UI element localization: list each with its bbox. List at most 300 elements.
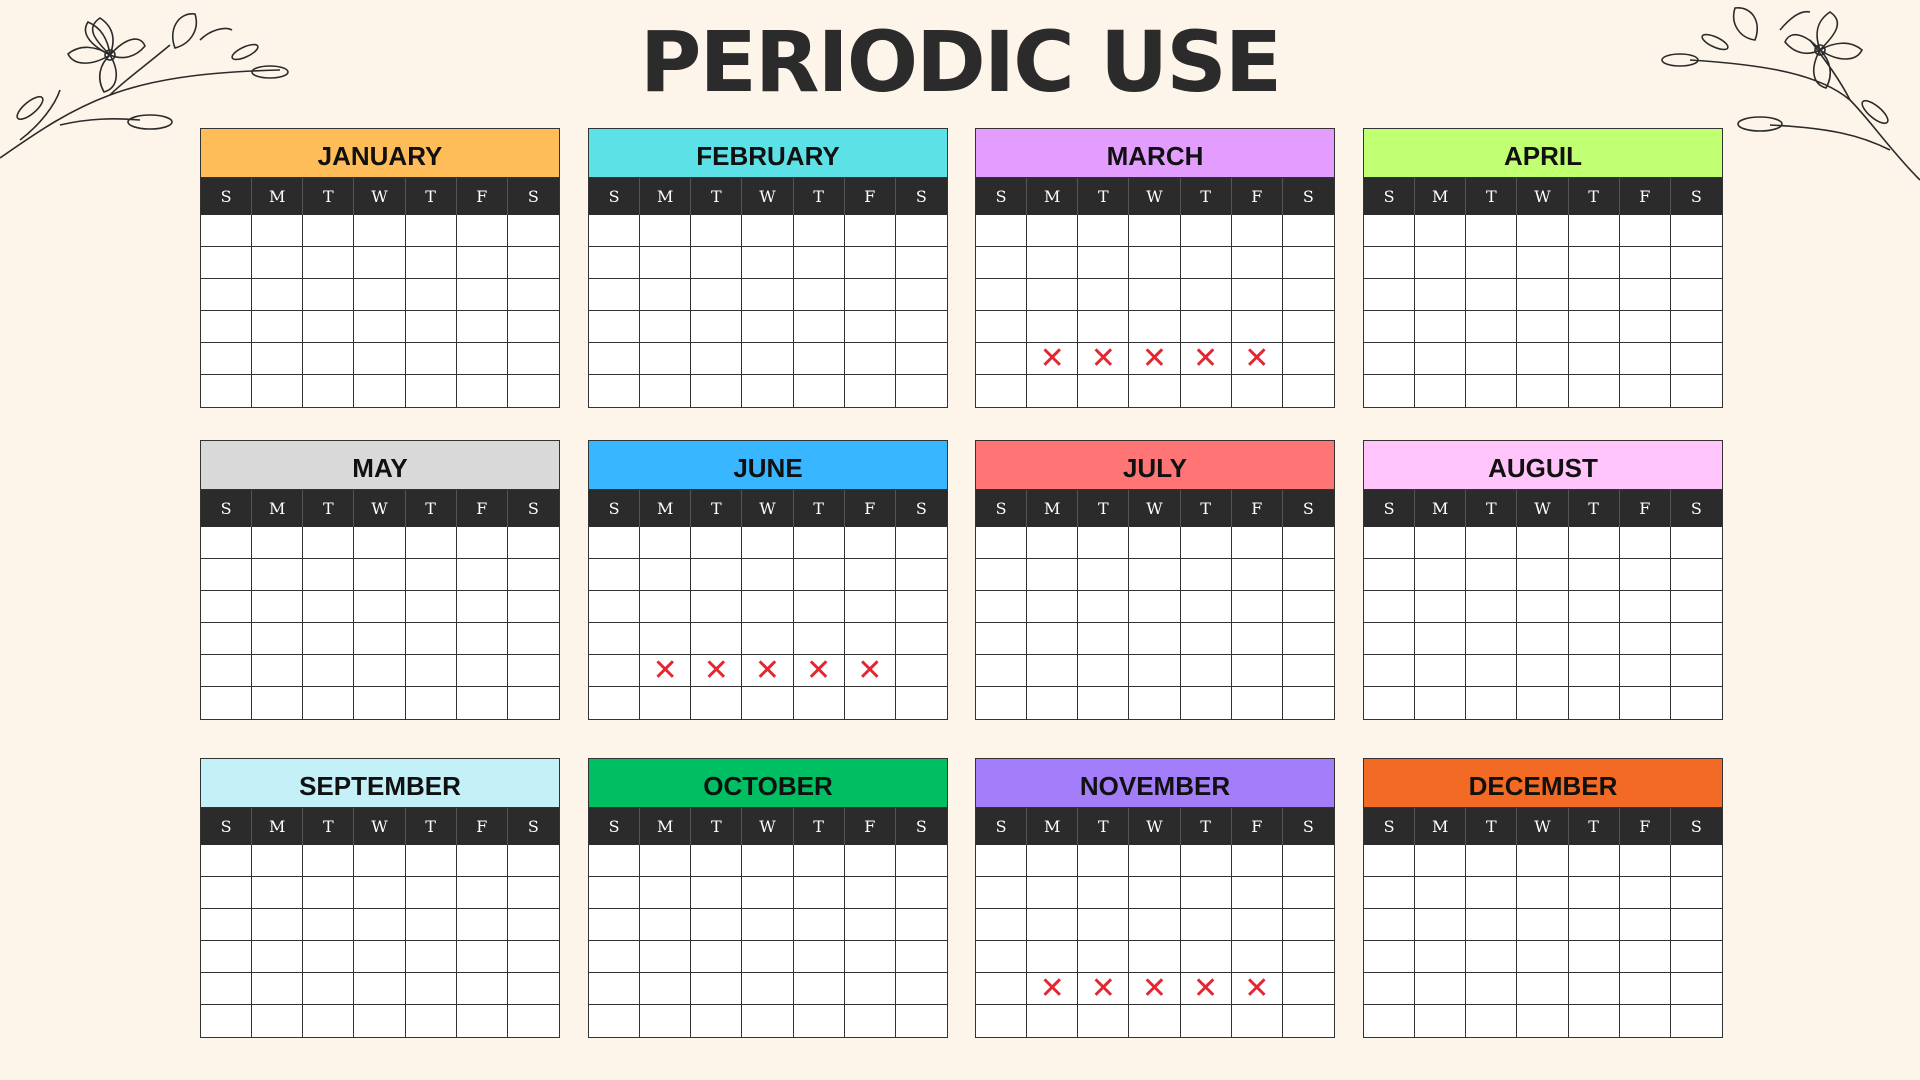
day-cell[interactable] — [1517, 655, 1568, 687]
day-cell[interactable] — [252, 909, 303, 941]
day-cell[interactable] — [589, 687, 640, 719]
day-cell[interactable] — [1415, 279, 1466, 311]
day-cell[interactable] — [1415, 877, 1466, 909]
day-cell[interactable] — [406, 877, 457, 909]
day-cell[interactable] — [640, 652, 691, 688]
day-cell[interactable] — [1364, 941, 1415, 973]
day-cell[interactable] — [691, 215, 742, 247]
day-cell[interactable] — [896, 941, 947, 973]
day-cell[interactable] — [303, 559, 354, 591]
day-cell[interactable] — [640, 215, 691, 247]
day-cell[interactable] — [896, 909, 947, 941]
day-cell[interactable] — [640, 311, 691, 343]
day-cell[interactable] — [1232, 687, 1283, 719]
day-cell[interactable] — [1364, 687, 1415, 719]
day-cell[interactable] — [1415, 375, 1466, 407]
day-cell[interactable] — [1078, 687, 1129, 719]
day-cell[interactable] — [1283, 941, 1334, 973]
day-cell[interactable] — [896, 687, 947, 719]
day-cell[interactable] — [1283, 215, 1334, 247]
day-cell[interactable] — [896, 343, 947, 375]
day-cell[interactable] — [1364, 877, 1415, 909]
day-cell[interactable] — [1415, 941, 1466, 973]
day-cell[interactable] — [1078, 941, 1129, 973]
day-cell[interactable] — [303, 343, 354, 375]
day-cell[interactable] — [1027, 559, 1078, 591]
day-cell[interactable] — [1027, 215, 1078, 247]
day-cell[interactable] — [1671, 215, 1722, 247]
day-cell[interactable] — [1671, 1005, 1722, 1037]
day-cell[interactable] — [1569, 527, 1620, 559]
day-cell[interactable] — [794, 623, 845, 655]
day-cell[interactable] — [1466, 279, 1517, 311]
day-cell[interactable] — [1078, 909, 1129, 941]
day-cell[interactable] — [1129, 877, 1180, 909]
day-cell[interactable] — [1466, 941, 1517, 973]
day-cell[interactable] — [201, 311, 252, 343]
day-cell[interactable] — [508, 687, 559, 719]
day-cell[interactable] — [1232, 279, 1283, 311]
day-cell[interactable] — [252, 343, 303, 375]
day-cell[interactable] — [1232, 559, 1283, 591]
day-cell[interactable] — [1232, 375, 1283, 407]
day-cell[interactable] — [976, 247, 1027, 279]
day-cell[interactable] — [1415, 215, 1466, 247]
day-cell[interactable] — [1671, 527, 1722, 559]
day-cell[interactable] — [1671, 279, 1722, 311]
day-cell[interactable] — [1466, 559, 1517, 591]
day-cell[interactable] — [1466, 527, 1517, 559]
day-cell[interactable] — [1415, 559, 1466, 591]
day-cell[interactable] — [1181, 340, 1232, 376]
day-cell[interactable] — [845, 375, 896, 407]
day-cell[interactable] — [742, 215, 793, 247]
day-cell[interactable] — [845, 941, 896, 973]
day-cell[interactable] — [1620, 343, 1671, 375]
day-cell[interactable] — [1283, 687, 1334, 719]
day-cell[interactable] — [1517, 973, 1568, 1005]
day-cell[interactable] — [1027, 591, 1078, 623]
day-cell[interactable] — [1181, 375, 1232, 407]
day-cell[interactable] — [406, 623, 457, 655]
day-cell[interactable] — [794, 247, 845, 279]
day-cell[interactable] — [896, 1005, 947, 1037]
day-cell[interactable] — [1078, 877, 1129, 909]
day-cell[interactable] — [794, 973, 845, 1005]
day-cell[interactable] — [691, 973, 742, 1005]
day-cell[interactable] — [1466, 909, 1517, 941]
day-cell[interactable] — [1620, 655, 1671, 687]
day-cell[interactable] — [691, 559, 742, 591]
day-cell[interactable] — [691, 279, 742, 311]
day-cell[interactable] — [1283, 279, 1334, 311]
day-cell[interactable] — [845, 559, 896, 591]
day-cell[interactable] — [1232, 845, 1283, 877]
day-cell[interactable] — [354, 877, 405, 909]
day-cell[interactable] — [845, 687, 896, 719]
day-cell[interactable] — [1181, 1005, 1232, 1037]
day-cell[interactable] — [1232, 909, 1283, 941]
day-cell[interactable] — [1466, 973, 1517, 1005]
day-cell[interactable] — [794, 311, 845, 343]
day-cell[interactable] — [252, 1005, 303, 1037]
day-cell[interactable] — [508, 877, 559, 909]
day-cell[interactable] — [1569, 311, 1620, 343]
day-cell[interactable] — [976, 343, 1027, 375]
day-cell[interactable] — [742, 311, 793, 343]
day-cell[interactable] — [1569, 687, 1620, 719]
day-cell[interactable] — [303, 909, 354, 941]
day-cell[interactable] — [1620, 877, 1671, 909]
day-cell[interactable] — [354, 311, 405, 343]
day-cell[interactable] — [1078, 311, 1129, 343]
day-cell[interactable] — [457, 687, 508, 719]
day-cell[interactable] — [845, 652, 896, 688]
day-cell[interactable] — [742, 279, 793, 311]
day-cell[interactable] — [1078, 591, 1129, 623]
day-cell[interactable] — [1364, 1005, 1415, 1037]
day-cell[interactable] — [1027, 909, 1078, 941]
day-cell[interactable] — [1027, 877, 1078, 909]
day-cell[interactable] — [1232, 623, 1283, 655]
day-cell[interactable] — [1620, 279, 1671, 311]
day-cell[interactable] — [201, 845, 252, 877]
day-cell[interactable] — [896, 279, 947, 311]
day-cell[interactable] — [1181, 877, 1232, 909]
day-cell[interactable] — [1283, 375, 1334, 407]
day-cell[interactable] — [1466, 247, 1517, 279]
day-cell[interactable] — [1364, 559, 1415, 591]
day-cell[interactable] — [1078, 845, 1129, 877]
day-cell[interactable] — [1078, 340, 1129, 376]
day-cell[interactable] — [1129, 311, 1180, 343]
day-cell[interactable] — [640, 687, 691, 719]
day-cell[interactable] — [589, 623, 640, 655]
day-cell[interactable] — [1415, 973, 1466, 1005]
day-cell[interactable] — [1415, 1005, 1466, 1037]
day-cell[interactable] — [640, 375, 691, 407]
day-cell[interactable] — [1129, 941, 1180, 973]
day-cell[interactable] — [1671, 941, 1722, 973]
day-cell[interactable] — [640, 845, 691, 877]
day-cell[interactable] — [1364, 623, 1415, 655]
day-cell[interactable] — [1466, 311, 1517, 343]
day-cell[interactable] — [1569, 845, 1620, 877]
day-cell[interactable] — [742, 375, 793, 407]
day-cell[interactable] — [794, 279, 845, 311]
day-cell[interactable] — [691, 623, 742, 655]
day-cell[interactable] — [457, 279, 508, 311]
day-cell[interactable] — [640, 559, 691, 591]
day-cell[interactable] — [252, 877, 303, 909]
day-cell[interactable] — [1466, 845, 1517, 877]
day-cell[interactable] — [589, 375, 640, 407]
day-cell[interactable] — [457, 941, 508, 973]
day-cell[interactable] — [354, 909, 405, 941]
day-cell[interactable] — [1129, 559, 1180, 591]
day-cell[interactable] — [589, 343, 640, 375]
day-cell[interactable] — [1364, 527, 1415, 559]
day-cell[interactable] — [1129, 215, 1180, 247]
day-cell[interactable] — [1078, 279, 1129, 311]
day-cell[interactable] — [303, 845, 354, 877]
day-cell[interactable] — [1415, 591, 1466, 623]
day-cell[interactable] — [742, 687, 793, 719]
day-cell[interactable] — [896, 877, 947, 909]
day-cell[interactable] — [1517, 623, 1568, 655]
day-cell[interactable] — [1671, 655, 1722, 687]
day-cell[interactable] — [1517, 845, 1568, 877]
day-cell[interactable] — [508, 1005, 559, 1037]
day-cell[interactable] — [1671, 559, 1722, 591]
day-cell[interactable] — [303, 687, 354, 719]
day-cell[interactable] — [1517, 527, 1568, 559]
day-cell[interactable] — [406, 215, 457, 247]
day-cell[interactable] — [508, 941, 559, 973]
day-cell[interactable] — [303, 215, 354, 247]
day-cell[interactable] — [303, 527, 354, 559]
day-cell[interactable] — [1517, 279, 1568, 311]
day-cell[interactable] — [354, 941, 405, 973]
day-cell[interactable] — [845, 279, 896, 311]
day-cell[interactable] — [976, 845, 1027, 877]
day-cell[interactable] — [1620, 559, 1671, 591]
day-cell[interactable] — [354, 559, 405, 591]
day-cell[interactable] — [794, 652, 845, 688]
day-cell[interactable] — [1671, 591, 1722, 623]
day-cell[interactable] — [508, 247, 559, 279]
day-cell[interactable] — [201, 591, 252, 623]
day-cell[interactable] — [252, 527, 303, 559]
day-cell[interactable] — [1232, 527, 1283, 559]
day-cell[interactable] — [1569, 343, 1620, 375]
day-cell[interactable] — [976, 375, 1027, 407]
day-cell[interactable] — [1181, 970, 1232, 1006]
day-cell[interactable] — [406, 375, 457, 407]
day-cell[interactable] — [589, 655, 640, 687]
day-cell[interactable] — [1671, 909, 1722, 941]
day-cell[interactable] — [691, 1005, 742, 1037]
day-cell[interactable] — [1466, 877, 1517, 909]
day-cell[interactable] — [896, 559, 947, 591]
day-cell[interactable] — [1129, 909, 1180, 941]
day-cell[interactable] — [1569, 655, 1620, 687]
day-cell[interactable] — [457, 247, 508, 279]
day-cell[interactable] — [201, 687, 252, 719]
day-cell[interactable] — [1232, 941, 1283, 973]
day-cell[interactable] — [1181, 623, 1232, 655]
day-cell[interactable] — [794, 845, 845, 877]
day-cell[interactable] — [976, 877, 1027, 909]
day-cell[interactable] — [457, 909, 508, 941]
day-cell[interactable] — [1569, 941, 1620, 973]
day-cell[interactable] — [354, 375, 405, 407]
day-cell[interactable] — [691, 687, 742, 719]
day-cell[interactable] — [691, 247, 742, 279]
day-cell[interactable] — [457, 375, 508, 407]
day-cell[interactable] — [976, 591, 1027, 623]
day-cell[interactable] — [508, 527, 559, 559]
day-cell[interactable] — [1364, 311, 1415, 343]
day-cell[interactable] — [1181, 655, 1232, 687]
day-cell[interactable] — [742, 1005, 793, 1037]
day-cell[interactable] — [1078, 527, 1129, 559]
day-cell[interactable] — [1181, 687, 1232, 719]
day-cell[interactable] — [589, 311, 640, 343]
day-cell[interactable] — [1466, 215, 1517, 247]
day-cell[interactable] — [1129, 247, 1180, 279]
day-cell[interactable] — [457, 311, 508, 343]
day-cell[interactable] — [406, 311, 457, 343]
day-cell[interactable] — [1415, 845, 1466, 877]
day-cell[interactable] — [794, 877, 845, 909]
day-cell[interactable] — [508, 623, 559, 655]
day-cell[interactable] — [976, 311, 1027, 343]
day-cell[interactable] — [252, 655, 303, 687]
day-cell[interactable] — [1364, 247, 1415, 279]
day-cell[interactable] — [640, 343, 691, 375]
day-cell[interactable] — [201, 909, 252, 941]
day-cell[interactable] — [1620, 941, 1671, 973]
day-cell[interactable] — [457, 1005, 508, 1037]
day-cell[interactable] — [976, 279, 1027, 311]
day-cell[interactable] — [1364, 215, 1415, 247]
day-cell[interactable] — [1078, 375, 1129, 407]
day-cell[interactable] — [845, 591, 896, 623]
day-cell[interactable] — [742, 559, 793, 591]
day-cell[interactable] — [1232, 340, 1283, 376]
day-cell[interactable] — [508, 311, 559, 343]
day-cell[interactable] — [1364, 279, 1415, 311]
day-cell[interactable] — [1415, 909, 1466, 941]
day-cell[interactable] — [1129, 655, 1180, 687]
day-cell[interactable] — [794, 1005, 845, 1037]
day-cell[interactable] — [303, 655, 354, 687]
day-cell[interactable] — [589, 941, 640, 973]
day-cell[interactable] — [1517, 877, 1568, 909]
day-cell[interactable] — [1129, 375, 1180, 407]
day-cell[interactable] — [1466, 623, 1517, 655]
day-cell[interactable] — [845, 877, 896, 909]
day-cell[interactable] — [354, 591, 405, 623]
day-cell[interactable] — [794, 527, 845, 559]
day-cell[interactable] — [1671, 375, 1722, 407]
day-cell[interactable] — [1517, 247, 1568, 279]
day-cell[interactable] — [1466, 1005, 1517, 1037]
day-cell[interactable] — [589, 215, 640, 247]
day-cell[interactable] — [896, 527, 947, 559]
day-cell[interactable] — [976, 527, 1027, 559]
day-cell[interactable] — [1027, 279, 1078, 311]
day-cell[interactable] — [303, 375, 354, 407]
day-cell[interactable] — [354, 623, 405, 655]
day-cell[interactable] — [640, 279, 691, 311]
day-cell[interactable] — [1620, 375, 1671, 407]
day-cell[interactable] — [589, 527, 640, 559]
day-cell[interactable] — [1569, 877, 1620, 909]
day-cell[interactable] — [896, 215, 947, 247]
day-cell[interactable] — [1232, 655, 1283, 687]
day-cell[interactable] — [1569, 623, 1620, 655]
day-cell[interactable] — [1078, 970, 1129, 1006]
day-cell[interactable] — [303, 247, 354, 279]
day-cell[interactable] — [1232, 311, 1283, 343]
day-cell[interactable] — [794, 687, 845, 719]
day-cell[interactable] — [640, 877, 691, 909]
day-cell[interactable] — [457, 527, 508, 559]
day-cell[interactable] — [1620, 247, 1671, 279]
day-cell[interactable] — [794, 909, 845, 941]
day-cell[interactable] — [691, 311, 742, 343]
day-cell[interactable] — [1078, 559, 1129, 591]
day-cell[interactable] — [1415, 311, 1466, 343]
day-cell[interactable] — [845, 247, 896, 279]
day-cell[interactable] — [1517, 311, 1568, 343]
day-cell[interactable] — [303, 877, 354, 909]
day-cell[interactable] — [1517, 559, 1568, 591]
day-cell[interactable] — [742, 941, 793, 973]
day-cell[interactable] — [1620, 591, 1671, 623]
day-cell[interactable] — [1569, 591, 1620, 623]
day-cell[interactable] — [845, 973, 896, 1005]
day-cell[interactable] — [691, 652, 742, 688]
day-cell[interactable] — [794, 215, 845, 247]
day-cell[interactable] — [691, 845, 742, 877]
day-cell[interactable] — [457, 655, 508, 687]
day-cell[interactable] — [508, 215, 559, 247]
day-cell[interactable] — [354, 215, 405, 247]
day-cell[interactable] — [1569, 247, 1620, 279]
day-cell[interactable] — [252, 687, 303, 719]
day-cell[interactable] — [201, 527, 252, 559]
day-cell[interactable] — [742, 591, 793, 623]
day-cell[interactable] — [1364, 343, 1415, 375]
day-cell[interactable] — [1232, 247, 1283, 279]
day-cell[interactable] — [1415, 623, 1466, 655]
day-cell[interactable] — [640, 591, 691, 623]
day-cell[interactable] — [1129, 970, 1180, 1006]
day-cell[interactable] — [508, 343, 559, 375]
day-cell[interactable] — [1129, 845, 1180, 877]
day-cell[interactable] — [1415, 655, 1466, 687]
day-cell[interactable] — [1415, 247, 1466, 279]
day-cell[interactable] — [640, 1005, 691, 1037]
day-cell[interactable] — [457, 215, 508, 247]
day-cell[interactable] — [252, 559, 303, 591]
day-cell[interactable] — [303, 311, 354, 343]
day-cell[interactable] — [1620, 527, 1671, 559]
day-cell[interactable] — [1027, 247, 1078, 279]
day-cell[interactable] — [201, 279, 252, 311]
day-cell[interactable] — [1569, 215, 1620, 247]
day-cell[interactable] — [742, 247, 793, 279]
day-cell[interactable] — [508, 591, 559, 623]
day-cell[interactable] — [896, 591, 947, 623]
day-cell[interactable] — [589, 1005, 640, 1037]
day-cell[interactable] — [589, 877, 640, 909]
day-cell[interactable] — [303, 623, 354, 655]
day-cell[interactable] — [252, 311, 303, 343]
day-cell[interactable] — [201, 655, 252, 687]
day-cell[interactable] — [1181, 215, 1232, 247]
day-cell[interactable] — [896, 311, 947, 343]
day-cell[interactable] — [1466, 591, 1517, 623]
day-cell[interactable] — [1129, 1005, 1180, 1037]
day-cell[interactable] — [1671, 845, 1722, 877]
day-cell[interactable] — [1283, 343, 1334, 375]
day-cell[interactable] — [1620, 687, 1671, 719]
day-cell[interactable] — [1283, 623, 1334, 655]
